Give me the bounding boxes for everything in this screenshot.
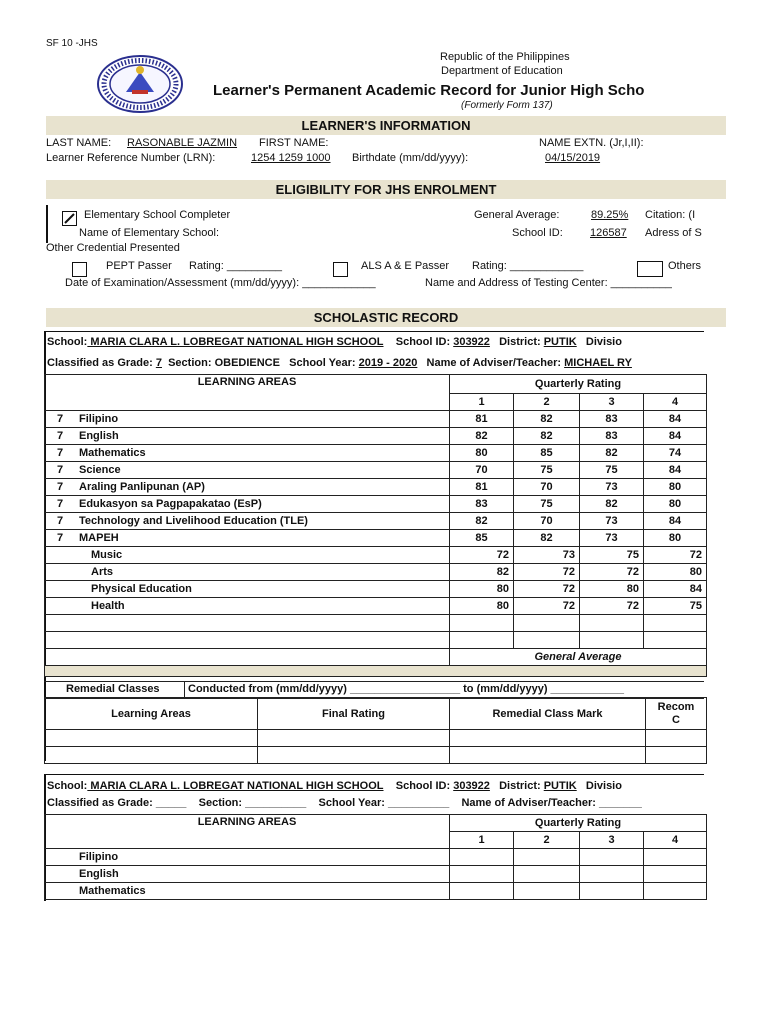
mapeh-component-name: Physical Education — [45, 581, 450, 598]
rating-cell: 73 — [514, 547, 580, 564]
deped-seal — [96, 54, 184, 114]
mapeh-row — [45, 564, 707, 581]
school-id-value: 303922 — [453, 336, 490, 348]
subject-name: Filipino — [45, 849, 450, 866]
record2-top-rule — [44, 774, 704, 775]
grade-level: 7 — [57, 447, 64, 459]
record1-class-line — [47, 357, 632, 369]
school-id-value: 303922 — [453, 780, 490, 792]
adviser-line: Name of Adviser/Teacher: _______ — [461, 797, 642, 809]
section-line: Section: __________ — [198, 797, 307, 809]
rating-cell: 84 — [644, 513, 707, 530]
mapeh-row — [45, 581, 707, 598]
school-id-value: 126587 — [590, 227, 627, 239]
subject-name: MAPEH — [79, 532, 119, 544]
pept-label: PEPT Passer — [106, 260, 172, 272]
grade-level: 7 — [57, 532, 64, 544]
table-row — [45, 883, 707, 900]
school-id-label: School ID: — [395, 780, 451, 792]
checkmark-icon — [63, 212, 76, 225]
table-row — [45, 445, 707, 462]
quarter-header: 3 — [580, 832, 644, 849]
rating-cell: 75 — [644, 598, 707, 615]
rating-cell: 82 — [450, 564, 514, 581]
school-value: MARIA CLARA L. LOBREGAT NATIONAL HIGH SCHOOL — [87, 336, 384, 348]
grade-level: 7 — [57, 498, 64, 510]
table-row — [45, 428, 707, 445]
grade-level: 7 — [57, 430, 64, 442]
subject-name: Filipino — [79, 413, 119, 425]
rating-cell: 80 — [450, 445, 514, 462]
remedial-dates: Conducted from (mm/dd/yyyy) __________________ to (mm/dd/yyyy) ____________ — [188, 683, 624, 695]
remedial-table — [44, 697, 707, 764]
mapeh-component-name: Music — [45, 547, 450, 564]
grades-table-2 — [44, 814, 707, 900]
grade-line: Classified as Grade: _____ — [47, 797, 187, 809]
page-subtitle: (Formerly Form 137) — [461, 100, 553, 111]
citation-label: Citation: (I — [645, 209, 696, 221]
section-label: Section: — [168, 357, 212, 369]
rating-cell: 85 — [450, 530, 514, 547]
rating-cell: 84 — [644, 581, 707, 598]
elementary-completer-checkbox[interactable] — [62, 211, 77, 226]
table-row — [45, 411, 707, 428]
name-extn-label: NAME EXTN. (Jr,I,II): — [539, 137, 644, 149]
mapeh-row — [45, 547, 707, 564]
remedial-col-learning-areas: Learning Areas — [45, 698, 258, 730]
rating-cell: 82 — [514, 411, 580, 428]
rating-cell: 81 — [450, 411, 514, 428]
rating-cell: 83 — [580, 428, 644, 445]
table-row — [45, 730, 707, 747]
grade-level: 7 — [57, 481, 64, 493]
mapeh-component-name: Arts — [45, 564, 450, 581]
als-rating: Rating: ____________ — [472, 260, 584, 272]
quarter-header: 2 — [514, 394, 580, 411]
subject-name: Technology and Livelihood Education (TLE) — [79, 515, 308, 527]
quarter-header: 3 — [580, 394, 644, 411]
rating-cell: 84 — [644, 428, 707, 445]
others-label: Others — [668, 260, 702, 272]
rating-cell: 82 — [580, 445, 644, 462]
school-address-label: Adress of S — [645, 227, 702, 239]
district-value: PUTIK — [543, 780, 577, 792]
rating-cell: 75 — [580, 547, 644, 564]
rating-cell: 73 — [580, 513, 644, 530]
rating-cell: 70 — [514, 479, 580, 496]
grades-table — [44, 374, 707, 677]
lrn-label: Learner Reference Number (LRN): — [46, 152, 216, 164]
quarter-header: 1 — [450, 832, 514, 849]
rating-cell: 72 — [644, 547, 707, 564]
birthdate-label: Birthdate (mm/dd/yyyy): — [352, 152, 469, 164]
rating-cell: 75 — [514, 462, 580, 479]
school-label: School: — [47, 780, 88, 792]
rating-cell: 73 — [580, 479, 644, 496]
scholastic-heading: SCHOLASTIC RECORD — [313, 310, 459, 325]
table-row — [45, 530, 707, 547]
rating-cell: 72 — [514, 564, 580, 581]
pept-rating: Rating: _________ — [189, 260, 282, 272]
adviser-value: MICHAEL RY — [564, 357, 632, 369]
learner-info-band — [46, 116, 726, 135]
rating-cell: 81 — [450, 479, 514, 496]
remedial-col-recom — [646, 698, 707, 730]
table-row — [45, 513, 707, 530]
pept-checkbox[interactable] — [72, 262, 87, 277]
adviser-label: Name of Adviser/Teacher: — [426, 357, 562, 369]
other-credential-label: Other Credential Presented — [46, 242, 180, 254]
remedial-divider — [184, 682, 185, 698]
district-label: District: — [499, 336, 541, 348]
quarter-header: 4 — [644, 394, 707, 411]
rating-cell: 82 — [580, 496, 644, 513]
rating-cell: 85 — [514, 445, 580, 462]
eligibility-frame — [46, 205, 48, 243]
birthdate-value: 04/15/2019 — [545, 152, 601, 164]
subject-name: Mathematics — [45, 883, 450, 900]
school-value: MARIA CLARA L. LOBREGAT NATIONAL HIGH SCHOOL — [87, 780, 384, 792]
quarterly-rating-header: Quarterly Rating — [450, 815, 707, 832]
rating-cell: 73 — [580, 530, 644, 547]
district-value: PUTIK — [543, 336, 577, 348]
record1-school-line — [47, 336, 622, 348]
table-row — [45, 615, 707, 632]
grade-value: 7 — [155, 357, 162, 369]
lrn-value: 1254 1259 1000 — [251, 152, 331, 164]
school-year-line: School Year: __________ — [318, 797, 450, 809]
division-label: Divisio — [585, 336, 622, 348]
rating-cell: 72 — [580, 564, 644, 581]
rating-cell: 72 — [580, 598, 644, 615]
section-value: OBEDIENCE — [214, 357, 280, 369]
rating-cell: 72 — [514, 581, 580, 598]
als-label: ALS A & E Passer — [361, 260, 450, 272]
table-row — [45, 747, 707, 764]
rating-cell: 80 — [580, 581, 644, 598]
rating-cell: 72 — [514, 598, 580, 615]
school-label: School: — [47, 336, 88, 348]
record1-top-rule — [44, 331, 704, 332]
school-id-label: School ID: — [512, 227, 563, 239]
quarterly-rating-header: Quarterly Rating — [450, 375, 707, 394]
rating-cell: 75 — [514, 496, 580, 513]
rating-cell: 80 — [450, 598, 514, 615]
last-name-value: RASONABLE JAZMIN — [127, 137, 238, 149]
republic-line: Republic of the Philippines — [440, 51, 570, 63]
mapeh-row — [45, 598, 707, 615]
school-year-value: 2019 - 2020 — [358, 357, 418, 369]
als-checkbox[interactable] — [333, 262, 348, 277]
table-row — [45, 479, 707, 496]
rating-cell: 83 — [580, 411, 644, 428]
rating-cell: 80 — [644, 479, 707, 496]
rating-cell: 82 — [450, 513, 514, 530]
rating-cell: 74 — [644, 445, 707, 462]
rating-cell: 80 — [644, 564, 707, 581]
scholastic-band — [46, 308, 726, 327]
page-title: Learner's Permanent Academic Record for Junior High Scho — [213, 82, 645, 99]
district-label: District: — [499, 780, 541, 792]
remedial-col-final-rating: Final Rating — [258, 698, 450, 730]
subject-name: English — [79, 430, 119, 442]
grade-level: 7 — [57, 464, 64, 476]
quarter-header: 4 — [644, 832, 707, 849]
table-row — [45, 849, 707, 866]
school-id-label: School ID: — [395, 336, 451, 348]
testing-center: Name and Address of Testing Center: __________ — [425, 277, 672, 289]
others-checkbox[interactable] — [637, 261, 663, 277]
subject-name: Edukasyon sa Pagpapakatao (EsP) — [79, 498, 262, 510]
division-label: Divisio — [585, 780, 622, 792]
subject-name: Araling Panlipunan (AP) — [79, 481, 205, 493]
record2-school-line — [47, 780, 622, 792]
rating-cell: 80 — [644, 530, 707, 547]
table-row — [45, 496, 707, 513]
elementary-completer-label: Elementary School Completer — [84, 209, 231, 221]
rating-cell: 84 — [644, 462, 707, 479]
remedial-label: Remedial Classes — [66, 683, 160, 695]
learning-areas-header: LEARNING AREAS — [45, 375, 450, 411]
general-average-row — [45, 649, 707, 666]
last-name-label: LAST NAME: — [46, 137, 112, 149]
form-code: SF 10 -JHS — [46, 38, 98, 49]
rating-cell: 82 — [450, 428, 514, 445]
school-year-label: School Year: — [289, 357, 356, 369]
learner-info-heading: LEARNER'S INFORMATION — [301, 118, 471, 133]
rating-cell: 83 — [450, 496, 514, 513]
subject-name: Mathematics — [79, 447, 146, 459]
recom-line1: Recom — [657, 700, 695, 713]
rating-cell: 84 — [644, 411, 707, 428]
general-average-label: General Average — [450, 649, 707, 666]
table-row — [45, 866, 707, 883]
table-row — [45, 462, 707, 479]
subject-name: Science — [79, 464, 121, 476]
rating-cell: 72 — [450, 547, 514, 564]
grade-level: 7 — [57, 413, 64, 425]
recom-line2: C — [672, 713, 680, 726]
quarter-header: 1 — [450, 394, 514, 411]
rating-cell: 70 — [514, 513, 580, 530]
subject-name: English — [45, 866, 450, 883]
general-average-value: 89.25% — [591, 209, 629, 221]
quarter-header: 2 — [514, 832, 580, 849]
rating-cell: 70 — [450, 462, 514, 479]
rating-cell: 82 — [514, 428, 580, 445]
eligibility-band — [46, 180, 726, 199]
table-spacer — [45, 666, 707, 677]
date-of-exam: Date of Examination/Assessment (mm/dd/yyyy): ____________ — [65, 277, 376, 289]
general-average-label: General Average: — [474, 209, 560, 221]
learning-areas-header: LEARNING AREAS — [45, 815, 450, 849]
department-line: Department of Education — [441, 65, 563, 77]
table-row — [45, 632, 707, 649]
elementary-school-label: Name of Elementary School: — [79, 227, 220, 239]
record2-class-line — [47, 797, 642, 809]
grade-level: 7 — [57, 515, 64, 527]
rating-cell: 80 — [450, 581, 514, 598]
remedial-col-remedial-mark: Remedial Class Mark — [450, 698, 646, 730]
grade-label: Classified as Grade: — [47, 357, 153, 369]
mapeh-component-name: Health — [45, 598, 450, 615]
rating-cell: 82 — [514, 530, 580, 547]
eligibility-heading: ELIGIBILITY FOR JHS ENROLMENT — [275, 182, 497, 197]
rating-cell: 80 — [644, 496, 707, 513]
first-name-label: FIRST NAME: — [259, 137, 329, 149]
rating-cell: 75 — [580, 462, 644, 479]
